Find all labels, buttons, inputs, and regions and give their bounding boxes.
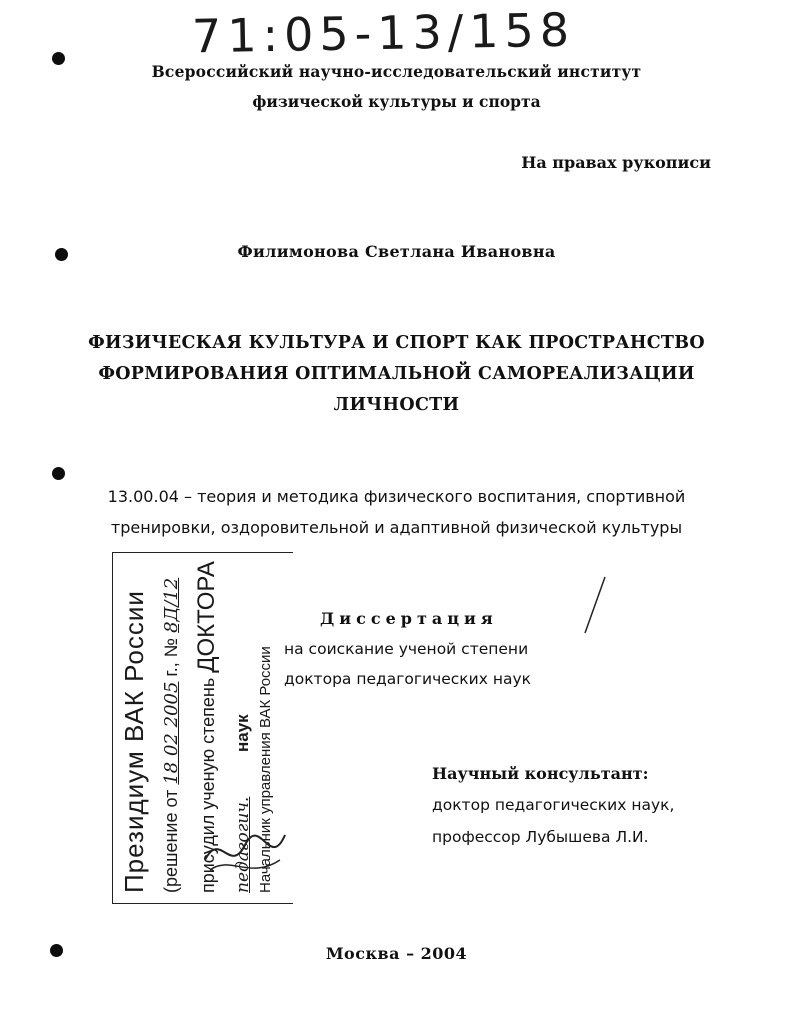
institution-line-1: Всероссийский научно-исследовательский институт: [151, 62, 642, 81]
signature-scribble: [200, 820, 290, 880]
city-year: Москва – 2004: [325, 944, 468, 963]
stamp-awarded-degree: ДОКТОРА: [193, 561, 220, 673]
stamp-field-value: педагогич.: [233, 796, 253, 893]
stamp-decision-no-prefix: г., №: [161, 637, 181, 677]
specialty-line-2: тренировки, оздоровительной и адаптивной физической культуры: [110, 518, 683, 537]
archive-code: 71:05-13/158: [191, 2, 576, 64]
rights-note: На правах рукописи: [521, 153, 711, 172]
stamp-decision: [161, 578, 182, 893]
stamp-awarded-prefix: присудил ученую степень: [198, 677, 218, 893]
title-line-2: ФОРМИРОВАНИЯ ОПТИМАЛЬНОЙ САМОРЕАЛИЗАЦИИ: [98, 364, 695, 384]
consultant-degree: доктор педагогических наук,: [432, 796, 675, 814]
stamp-decision-prefix: (решение от: [161, 789, 181, 893]
punch-hole: [52, 467, 65, 480]
consultant-name: профессор Лубышева Л.И.: [432, 828, 649, 846]
title-line-3: ЛИЧНОСТИ: [333, 395, 460, 415]
pen-mark: [580, 575, 610, 635]
stamp-head-title: Начальник управления ВАК России: [257, 646, 274, 893]
stamp-decision-no: 8Д/12: [161, 577, 182, 633]
author-name: Филимонова Светлана Ивановна: [237, 242, 556, 261]
specialty-line-1: 13.00.04 – теория и методика физического воспитания, спортивной: [107, 487, 686, 506]
dissertation-type: Диссертация: [320, 609, 498, 628]
dissertation-degree: доктора педагогических наук: [284, 670, 531, 688]
stamp-org: Президиум ВАК России: [119, 590, 149, 893]
institution-line-2: физической культуры и спорта: [252, 92, 541, 111]
stamp-field-suffix: наук: [233, 714, 252, 752]
title-line-1: ФИЗИЧЕСКАЯ КУЛЬТУРА И СПОРТ КАК ПРОСТРАНСТВО: [88, 333, 705, 353]
dissertation-purpose: на соискание ученой степени: [284, 640, 529, 658]
stamp-decision-date: 18 02 2005: [161, 681, 182, 785]
consultant-heading: Научный консультант:: [432, 764, 649, 783]
